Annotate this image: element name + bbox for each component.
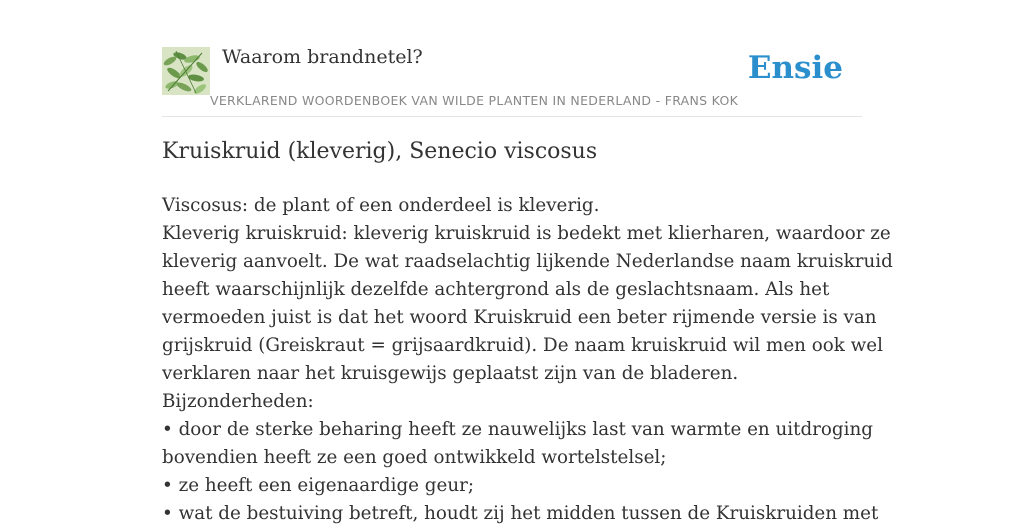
article-line: Bijzonderheden: <box>162 391 314 412</box>
article-line: verklaren naar het kruisgewijs geplaatst zijn van de bladeren. <box>162 363 739 384</box>
article-line: • door de sterke beharing heeft ze nauwelijks last van warmte en uitdroging <box>162 419 873 440</box>
blog-subtitle[interactable]: VERKLAREND WOORDENBOEK VAN WILDE PLANTEN IN NEDERLAND - FRANS KOK <box>210 93 739 108</box>
plant-avatar-icon[interactable] <box>162 47 210 95</box>
article-line: kleverig aanvoelt. De wat raadselachtig lijkende Nederlandse naam kruiskruid <box>162 251 893 272</box>
article-line: • wat de bestuiving betreft, houdt zij het midden tussen de Kruiskruiden met <box>162 503 879 524</box>
article-line: Viscosus: de plant of een onderdeel is kleverig. <box>162 195 600 216</box>
article-title: Kruiskruid (kleverig), Senecio viscosus <box>162 139 598 164</box>
blog-title[interactable]: Waarom brandnetel? <box>222 46 423 68</box>
article-line: grijskruid (Greiskraut = grijsaardkruid). De naam kruiskruid wil men ook wel <box>162 335 883 356</box>
article-line: Kleverig kruiskruid: kleverig kruiskruid is bedekt met klierharen, waardoor ze <box>162 223 891 244</box>
article-line: vermoeden juist is dat het woord Kruiskruid een beter rijmende versie is van <box>162 307 877 328</box>
article-line: • ze heeft een eigenaardige geur; <box>162 475 474 496</box>
article-line: bovendien heeft ze een goed ontwikkeld wortelstelsel; <box>162 447 667 468</box>
blog-header <box>162 44 862 117</box>
article-body <box>162 192 893 528</box>
ensie-logo[interactable]: Ensie <box>747 50 843 86</box>
article-line: heeft waarschijnlijk dezelfde achtergrond als de geslachtsnaam. Als het <box>162 279 830 300</box>
